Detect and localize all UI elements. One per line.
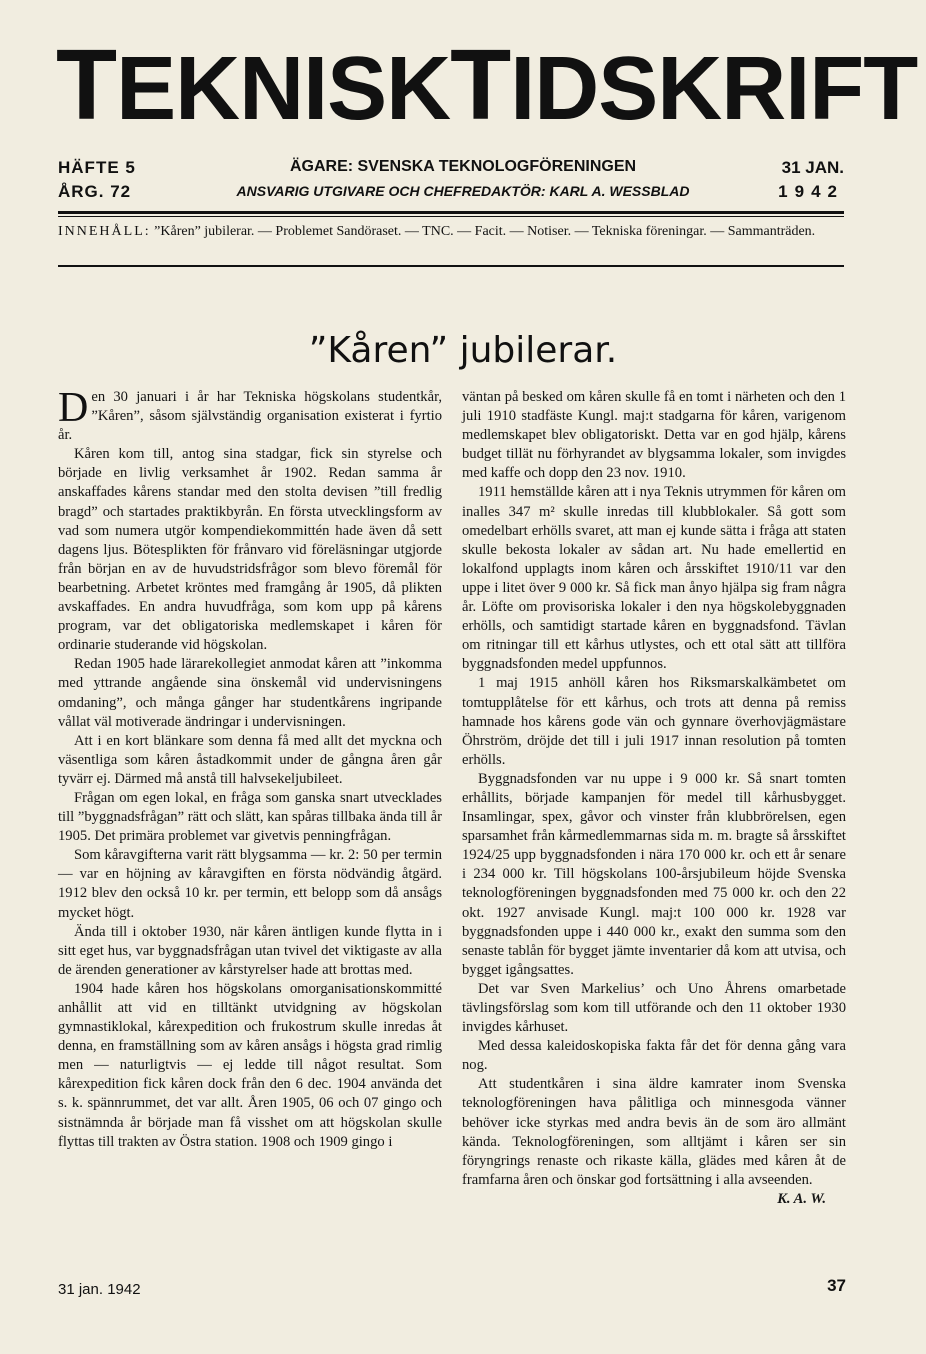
masthead-title bbox=[56, 29, 918, 141]
masthead-word-1: EKNISK bbox=[116, 39, 451, 139]
masthead-initial-1: T bbox=[56, 29, 117, 141]
contents-rule bbox=[58, 265, 844, 267]
article-paragraph: Frågan om egen lokal, en fråga som ganska snart utvecklades till ”byggnadsfrågan” rätt och slätt, kan spåras tillbaka ända till år 1905. Det primära problemet var givetvis penningfrågan. bbox=[58, 789, 442, 845]
header-rule bbox=[58, 211, 844, 214]
article-paragraph: väntan på besked om kåren skulle få en tomt i närheten och den 1 juli 1910 stadfäste Kungl. maj:t stadgarna för kåren, varigenom medlemskapet blev obligatoriskt. Detta var en god hjälp, kårens budget tillät nu förhyrandet av blygsamma lokaler, som invigdes med kaffe och dopp den 23 nov. 1910. bbox=[462, 389, 846, 482]
issue-date: 31 JAN. bbox=[781, 158, 844, 177]
article-paragraph: Det var Sven Markelius’ och Uno Åhrens omarbetade tävlingsförslag som kom till utförande och den 11 oktober 1930 invigdes kårhuset. bbox=[462, 980, 846, 1036]
editor-line: ANSVARIG UTGIVARE OCH CHEFREDAKTÖR: KARL A. WESSBLAD bbox=[236, 183, 690, 199]
article-paragraph: Ända till i oktober 1930, när kåren äntligen kunde flytta in i sitt eget hus, var byggnadsfrågan utan tvivel det viktigaste av alla de ärenden generationer av kårstyrelser hade att brottas med. bbox=[58, 923, 442, 978]
contents-text: ”Kåren” jubilerar. — Problemet Sandöraset. — TNC. — Facit. — Notiser. — Tekniska föreningar. — Sammanträden. bbox=[150, 224, 816, 239]
owner-line: ÄGARE: SVENSKA TEKNOLOGFÖRENINGEN bbox=[289, 158, 637, 175]
article-paragraph: Byggnadsfonden var nu uppe i 9 000 kr. Så snart tomten erhållits, började kampanjen för medel till kårhusbygget. Insamlingar, spex, gåvor och vinster från klubbrörelsen, egen sparsamhet från kårmedlemmarnas sida m. m. bragte så årsskiftet 1924/25 upp byggnadsfonden i nära 170 000 kr. och ett år senare i 234 000 kr. Till högskolans 100-årsjubileum höjde Svenska teknologföreningen byggnadsfonden med 75 000 kr. och den 22 okt. 1927 anvisade Kungl. maj:t 100 000 kr. 1928 var byggnadsfonden uppe i 440 000 kr., exakt den summa som den senaste tablån för bygget jämte inventarier då kom att utvisa, och bygget igångsattes. bbox=[462, 770, 846, 978]
issue-year: 1942 bbox=[778, 182, 844, 201]
article-paragraph: Den 30 januari i år har Tekniska högskolans studentkår, ”Kåren”, såsom självständig organisation existerat i fyrtio år. bbox=[58, 385, 442, 444]
masthead-initial-2: T bbox=[450, 29, 511, 141]
header-rule-thin bbox=[58, 216, 844, 217]
article-title: ”Kåren” jubilerar. bbox=[308, 330, 618, 371]
table-of-contents bbox=[58, 222, 844, 241]
article-paragraph: Redan 1905 hade lärarekollegiet anmodat kåren att ”inkomma med yttrande angående sina önskemål vid undervisningens omdaning”, och många gånger har studentkårens ingripande vållat väl motiverade ändringar i undervisningen. bbox=[58, 656, 442, 730]
article-paragraph: Med dessa kaleidoskopiska fakta får det för denna gång vara nog. bbox=[462, 1038, 846, 1074]
article-paragraph: Att studentkåren i sina äldre kamrater inom Svenska teknologföreningen hava pålitliga och minnesgoda vänner behöver icke styrkas med andra bevis än de som äro allmänt kända. Teknologföreningen, som alltjämt i kåren ser sin föryngrings renaste och rikaste källa, glädes med kåren åt de framfarna åren och önskar god fortsättning i alla avseenden. bbox=[462, 1076, 846, 1188]
masthead-word-2: IDSKRIFT bbox=[510, 39, 918, 139]
article-paragraph: 1911 hemställde kåren att i nya Teknis utrymmen för kåren om inalles 347 m² skulle inredas till klubblokaler. Så gott som omedelbart erhölls svaret, att man ej kunde sätta i fråga att staten skulle bekosta lokaler av sådan art. Nu hade emellertid en lokalfond upplagts inom kåren och årsskiftet 1910/11 var den uppe i litet över 9 000 kr. Så fick man ånyo hjälpa sig fram några år. Löfte om provisoriska lokaler i den nya högskolebyggnaden erhölls, och samtidigt startade kåren en byggnadsfond. Tävlan om ritningar till ett kårhus utlystes, och ett otal sätt att tillföra byggnadsfonden medel uppfunnos. bbox=[462, 484, 846, 673]
article-paragraph: Att i en kort blänkare som denna få med allt det myckna och väsentliga som kåren åstadkommit under de gångna åren går tyvärr ej. Därmed må anstå till halvsekeljubileet. bbox=[58, 732, 442, 787]
page-number: 37 bbox=[827, 1276, 846, 1295]
footer-date: 31 jan. 1942 bbox=[58, 1281, 141, 1298]
drop-cap: D bbox=[58, 385, 89, 431]
article-paragraph: Kåren kom till, antog sina stadgar, fick sin styrelse och började en livlig verksamhet år 1902. Redan samma år anskaffades kårens standar med den stolta devisen ”till fredlig bragd” och startades praktikbyrån. En första utvecklingsform av vad som numera utgör kompendiekommittén hade även då sett dagens ljus. Bötesplikten för frånvaro vid föreläsningar utgjorde från början en av de huvudstridsfrågor som blevo föremål för bearbetning. Arbetet kröntes med framgång år 1905, då plikten avskaffades. En andra huvudfråga, som kom upp på kårens program, var det obligatoriska medlemskapet i kåren för ordinarie studerande vid högskolan. bbox=[58, 446, 442, 654]
contents-label: INNEHÅLL: bbox=[58, 224, 151, 239]
article-paragraph: Som kåravgifterna varit rätt blygsamma — kr. 2: 50 per termin — var en höjning av kåravgiften en första nödvändig åtgärd. 1912 blev den också 10 kr. per termin, ett belopp som då ansågs mycket högt. bbox=[58, 847, 442, 921]
article-paragraph: 1904 hade kåren hos högskolans omorganisationskommitté anhållit att vid en tilltänkt utvidgning av högskolan gymnastiklokal, kårexpedition och frukostrum skulle inredas åt denna, en framställning som av kåren ansågs i högsta grad rimlig men — naturligtvis — ej ledde till något resultat. Som kårexpedition fick kåren dock från den 6 dec. 1904 använda det s. k. spännrummet, det var allt. Åren 1905, 06 och 07 gingo och sistnämnda år började man få visshet om att högskolan skulle flyttas till trakten av Östra station. 1908 och 1909 gingo i bbox=[58, 980, 442, 1150]
volume-number: ÅRG. 72 bbox=[58, 182, 132, 201]
article-paragraph: 1 maj 1915 anhöll kåren hos Riksmarskalkämbetet om tomtupplåtelse för ett kårhus, och trots att denna på remiss hamnade hos kårens gode vän och gynnare överhovjägmästare Öhrström, dröjde det till i juli 1917 innan resolution på tomten erhölls. bbox=[462, 675, 846, 768]
article-column-right bbox=[462, 388, 846, 1209]
article-signature: K. A. W. bbox=[777, 1190, 826, 1207]
article-column-left bbox=[58, 385, 442, 1152]
issue-number: HÄFTE 5 bbox=[58, 158, 136, 177]
